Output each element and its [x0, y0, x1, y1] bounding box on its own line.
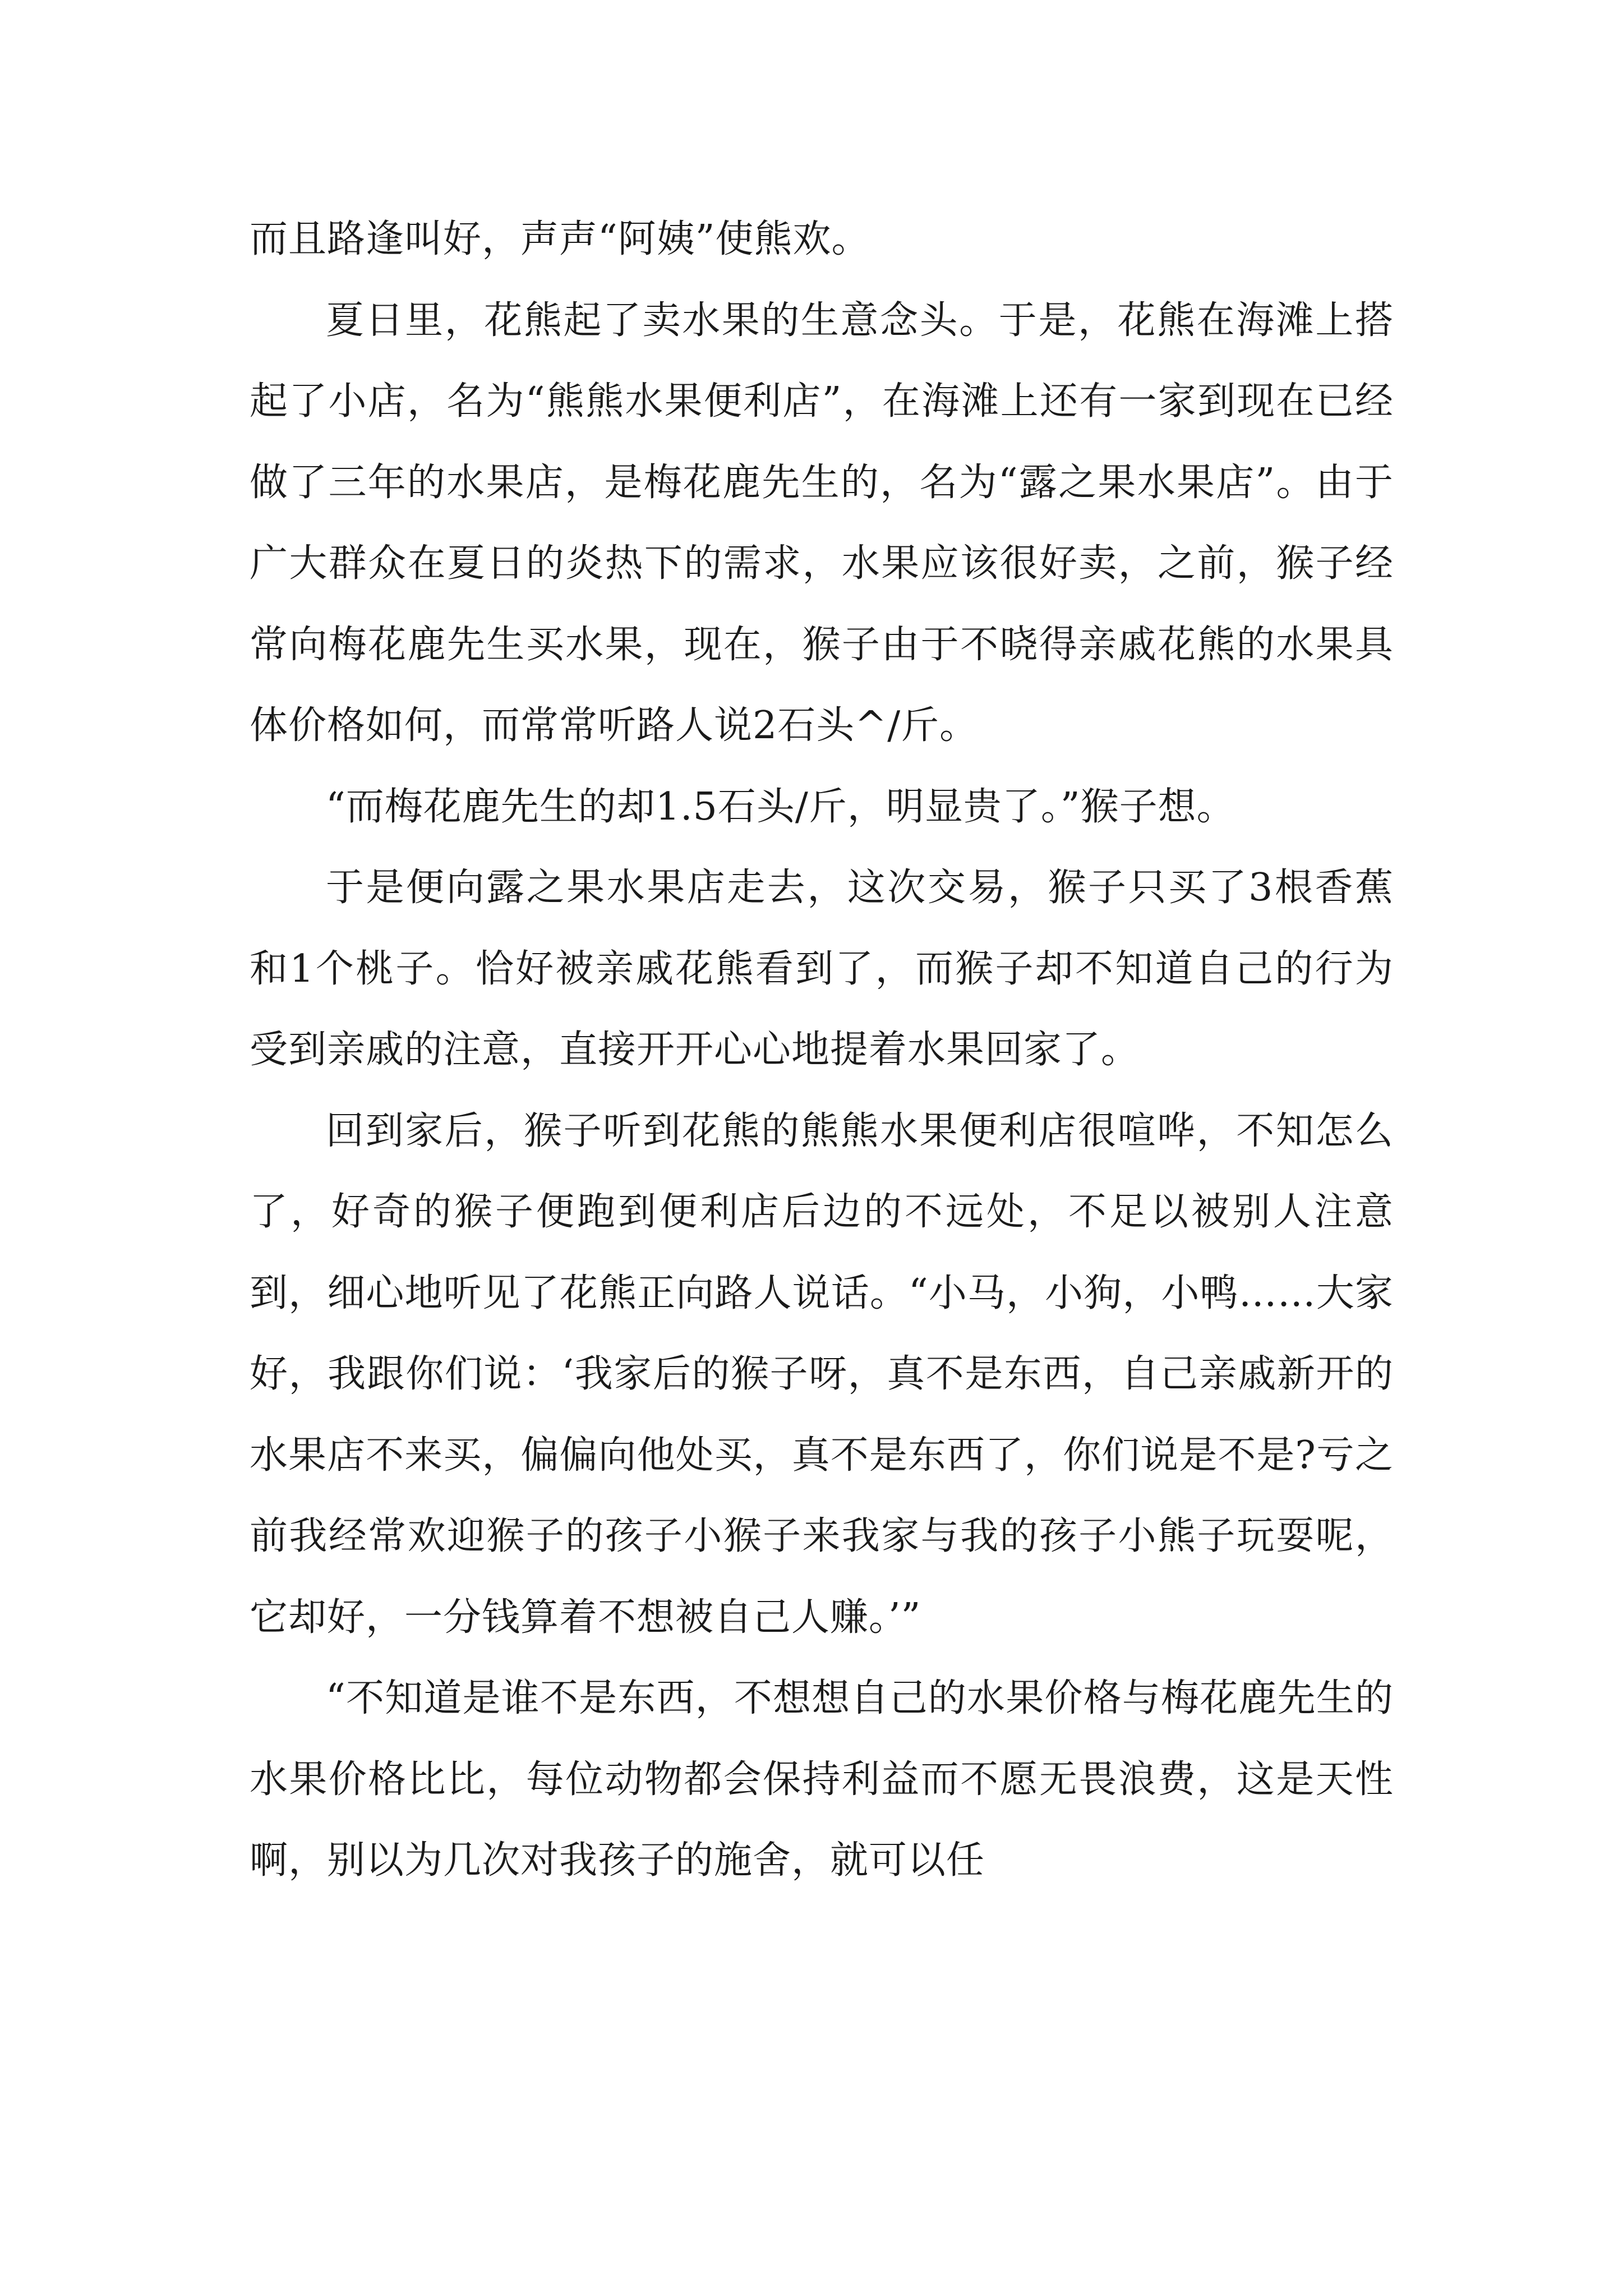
paragraph-6: “不知道是谁不是东西，不想想自己的水果价格与梅花鹿先生的水果价格比比，每位动物都会保持利益而不愿无畏浪费，这是天性啊，别以为几次对我孩子的施舍，就可以任 — [250, 1676, 1394, 1883]
paragraph-5: 回到家后，猴子听到花熊的熊熊水果便利店很喧哗，不知怎么了，好奇的猴子便跑到便利店后边的不远处，不足以被别人注意到，细心地听见了花熊正向路人说话。“小马，小狗，小鸭……大家好，我跟你们说：‘我家后的猴子呀，真不是东西，自己亲戚新开的水果店不来买，偏偏向他处买，真不是东西了，你们说是不是?亏之前我经常欢迎猴子的孩子小猴子来我家与我的孩子小熊子玩耍呢，它却好，一分钱算着不想被自己人赚。’” — [250, 1108, 1394, 1640]
paragraph-4: 于是便向露之果水果店走去，这次交易，猴子只买了3根香蕉和1个桃子。恰好被亲戚花熊看到了，而猴子却不知道自己的行为受到亲戚的注意，直接开开心心地提着水果回家了。 — [250, 866, 1394, 1072]
paragraph-3: “而梅花鹿先生的却1.5石头/斤，明显贵了。”猴子想。 — [326, 784, 1235, 829]
paragraph-1: 而且路逢叫好，声声“阿姨”使熊欢。 — [250, 217, 870, 261]
paragraph-2: 夏日里，花熊起了卖水果的生意念头。于是，花熊在海滩上搭起了小店，名为“熊熊水果便利店”，在海滩上还有一家到现在已经做了三年的水果店，是梅花鹿先生的，名为“露之果水果店”。由于广大群众在夏日的炎热下的需求，水果应该很好卖，之前，猴子经常向梅花鹿先生买水果，现在，猴子由于不晓得亲戚花熊的水果具体价格如何，而常常听路人说2石头^/斤。 — [250, 298, 1394, 748]
document-body — [250, 199, 1394, 1902]
